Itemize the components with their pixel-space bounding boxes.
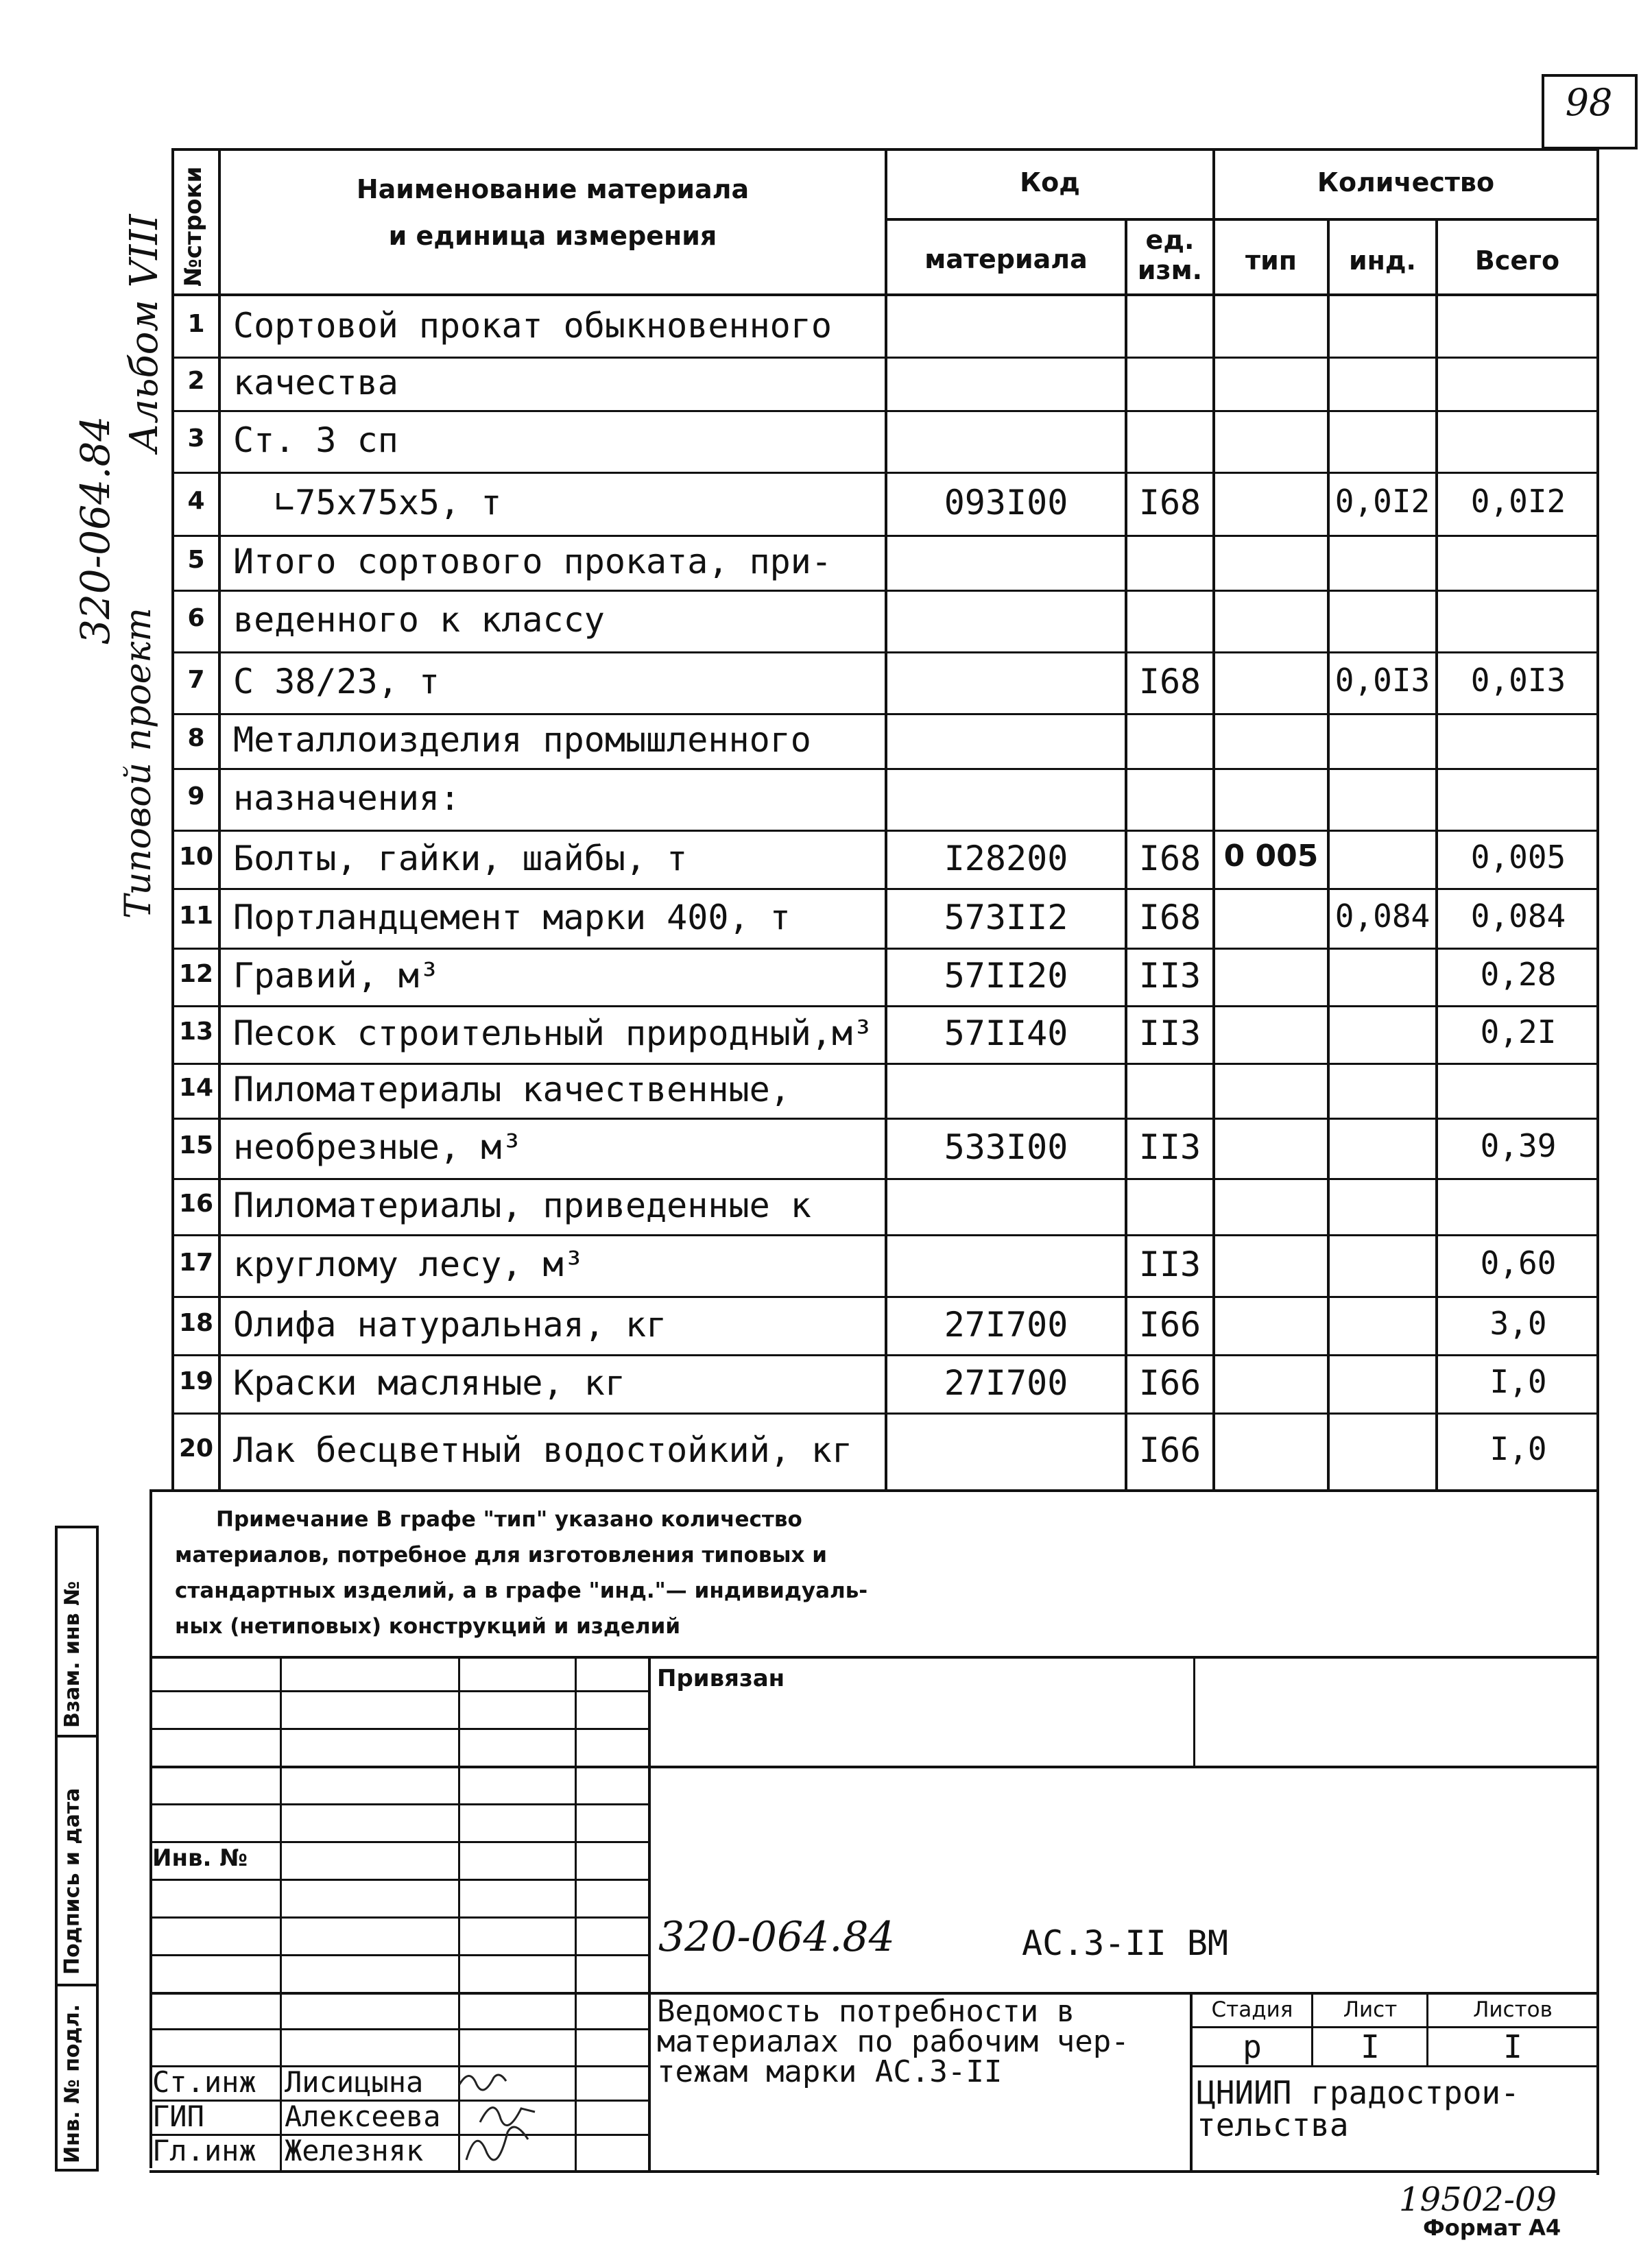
sheets-value: I xyxy=(1503,2028,1522,2065)
row-total: 0,60 xyxy=(1480,1245,1557,1282)
row-total: 0,2I xyxy=(1480,1013,1557,1050)
row-number: 5 xyxy=(187,546,205,574)
signer-2-role: ГИП xyxy=(152,2100,204,2133)
row-name: Олифа натуральная, кг xyxy=(233,1304,667,1345)
row-total: 0,39 xyxy=(1480,1127,1557,1164)
inv-no-label: Инв. № xyxy=(152,1844,248,1872)
row-code: 57II40 xyxy=(944,1013,1068,1053)
row-name: Пиломатериалы качественные, xyxy=(233,1070,791,1109)
header-row-no: №строки xyxy=(180,166,207,287)
row-unit: I68 xyxy=(1138,662,1201,701)
sheet-label: Лист xyxy=(1343,1997,1398,2022)
row-total: 0,0I3 xyxy=(1470,662,1566,699)
row-name: Болты, гайки, шайбы, т xyxy=(233,838,688,878)
row-name: Лак бесцветный водостойкий, кг xyxy=(233,1430,853,1470)
row-number: 2 xyxy=(187,367,205,395)
row-ind: 0,084 xyxy=(1334,897,1430,935)
row-code: 573II2 xyxy=(944,897,1068,937)
row-number: 7 xyxy=(187,666,205,694)
note-line-4: ных (нетиповых) конструкций и изделий xyxy=(175,1614,681,1639)
row-number: 14 xyxy=(178,1074,214,1102)
row-name: Металлоизделия промышленного xyxy=(233,720,811,760)
row-ind: 0,0I3 xyxy=(1334,662,1430,699)
row-number: 15 xyxy=(178,1131,214,1159)
row-name: Ст. 3 сп xyxy=(233,420,398,460)
row-total: I,0 xyxy=(1489,1430,1547,1467)
row-unit: I68 xyxy=(1138,838,1201,878)
row-name: Краски масляные, кг xyxy=(233,1362,625,1403)
typical-project-label: Типовой проект xyxy=(118,608,159,919)
row-unit: I66 xyxy=(1138,1304,1201,1345)
header-name-line2: и единица измерения xyxy=(388,221,717,251)
row-unit: I68 xyxy=(1138,897,1201,937)
row-number: 19 xyxy=(178,1367,214,1395)
row-number: 4 xyxy=(187,487,205,515)
footer-doc-no: 19502-09 xyxy=(1399,2180,1557,2219)
row-name: назначения: xyxy=(233,778,461,818)
row-unit: II3 xyxy=(1138,1245,1201,1284)
row-number: 11 xyxy=(178,901,214,930)
stage-value: р xyxy=(1243,2028,1262,2065)
signer-3-role: Гл.инж xyxy=(152,2134,256,2167)
row-name: Песок строительный природный,м³ xyxy=(233,1013,874,1053)
stage-label: Стадия xyxy=(1211,1997,1293,2022)
row-number: 1 xyxy=(187,310,205,338)
row-number: 20 xyxy=(178,1434,214,1463)
row-code: 533I00 xyxy=(944,1127,1068,1167)
note-line-1: Примечание В графе "тип" указано количество xyxy=(216,1507,802,1532)
signer-1-role: Ст.инж xyxy=(152,2065,256,2099)
album-note: Альбом VIII xyxy=(122,214,167,453)
header-name-line1: Наименование материала xyxy=(356,174,750,204)
row-name: качества xyxy=(233,363,398,402)
mark-code: АС.3-II ВМ xyxy=(1022,1923,1229,1963)
signature-marks xyxy=(453,2057,576,2170)
org-line-2: тельства xyxy=(1197,2106,1349,2143)
row-code: 27I700 xyxy=(944,1304,1068,1345)
side-label-podpis: Подпись и дата xyxy=(60,1788,84,1975)
row-number: 12 xyxy=(178,960,214,988)
row-number: 16 xyxy=(178,1190,214,1218)
title-line-3: тежам марки АС.3-II xyxy=(657,2054,1003,2089)
header-ind: инд. xyxy=(1348,245,1416,276)
row-unit: II3 xyxy=(1138,1013,1201,1053)
signer-2-name: Алексеева xyxy=(285,2100,441,2133)
row-code: 27I700 xyxy=(944,1362,1068,1403)
title-line-1: Ведомость потребности в xyxy=(657,1994,1075,2029)
org-line-1: ЦНИИП градострои- xyxy=(1197,2074,1520,2111)
note-line-2: материалов, потребное для изготовления типовых и xyxy=(175,1543,828,1567)
row-number: 3 xyxy=(187,424,205,453)
header-quantity: Количество xyxy=(1317,167,1495,197)
row-code: I28200 xyxy=(944,838,1068,878)
footer-format: Формат А4 xyxy=(1423,2215,1561,2241)
row-name: необрезные, м³ xyxy=(233,1127,523,1167)
row-number: 8 xyxy=(187,724,205,752)
signer-3-name: Железняк xyxy=(285,2134,424,2167)
row-name: круглому лесу, м³ xyxy=(233,1245,584,1284)
side-label-inv-podl: Инв. № подл. xyxy=(60,2004,84,2163)
privyazan-label: Привязан xyxy=(657,1665,785,1692)
row-total: 0,0I2 xyxy=(1470,483,1566,520)
row-total: 0,084 xyxy=(1470,897,1566,935)
title-line-2: материалах по рабочим чер- xyxy=(657,2024,1129,2059)
row-name: веденного к классу xyxy=(233,600,605,640)
row-type: 0 005 xyxy=(1223,838,1319,874)
row-number: 18 xyxy=(178,1308,214,1337)
row-name: С 38/23, т xyxy=(233,662,440,701)
row-unit: II3 xyxy=(1138,956,1201,996)
row-total: 0,005 xyxy=(1470,838,1566,876)
row-unit: I68 xyxy=(1138,483,1201,522)
header-code: Код xyxy=(1020,167,1080,197)
header-material: материала xyxy=(924,244,1088,274)
header-unit-1: ед. xyxy=(1145,225,1195,255)
note-line-3: стандартных изделий, а в графе "инд."— индивидуаль- xyxy=(175,1578,868,1603)
row-unit: II3 xyxy=(1138,1127,1201,1167)
header-type: тип xyxy=(1245,245,1297,276)
sheet-value: I xyxy=(1361,2028,1380,2065)
page-number: 98 xyxy=(1565,81,1613,124)
row-name: Гравий, м³ xyxy=(233,956,440,996)
row-code: 093I00 xyxy=(944,483,1068,522)
row-name: ∟75х75х5, т xyxy=(233,483,502,522)
row-name: Пиломатериалы, приведенные к xyxy=(233,1186,811,1225)
row-code: 57II20 xyxy=(944,956,1068,996)
row-number: 9 xyxy=(187,782,205,810)
header-total: Всего xyxy=(1474,245,1560,276)
side-label-vzam: Взам. инв № xyxy=(60,1580,84,1728)
project-code-stamp: 320-064.84 xyxy=(658,1913,895,1961)
signer-1-name: Лисицына xyxy=(285,2065,424,2099)
row-total: 0,28 xyxy=(1480,956,1557,993)
project-code-side: 320-064.84 xyxy=(72,416,119,645)
row-number: 6 xyxy=(187,604,205,632)
row-number: 17 xyxy=(178,1249,214,1277)
row-name: Портландцемент марки 400, т xyxy=(233,897,791,937)
row-total: I,0 xyxy=(1489,1362,1547,1400)
row-number: 10 xyxy=(178,842,214,871)
sheets-label: Листов xyxy=(1473,1997,1553,2022)
row-unit: I66 xyxy=(1138,1430,1201,1470)
row-total: 3,0 xyxy=(1489,1304,1547,1342)
header-unit-2: изм. xyxy=(1137,255,1203,285)
row-name: Сортовой прокат обыкновенного xyxy=(233,306,832,346)
row-unit: I66 xyxy=(1138,1362,1201,1403)
row-number: 13 xyxy=(178,1018,214,1046)
row-ind: 0,0I2 xyxy=(1334,483,1430,520)
row-name: Итого сортового проката, при- xyxy=(233,542,832,581)
note xyxy=(175,1502,867,1644)
